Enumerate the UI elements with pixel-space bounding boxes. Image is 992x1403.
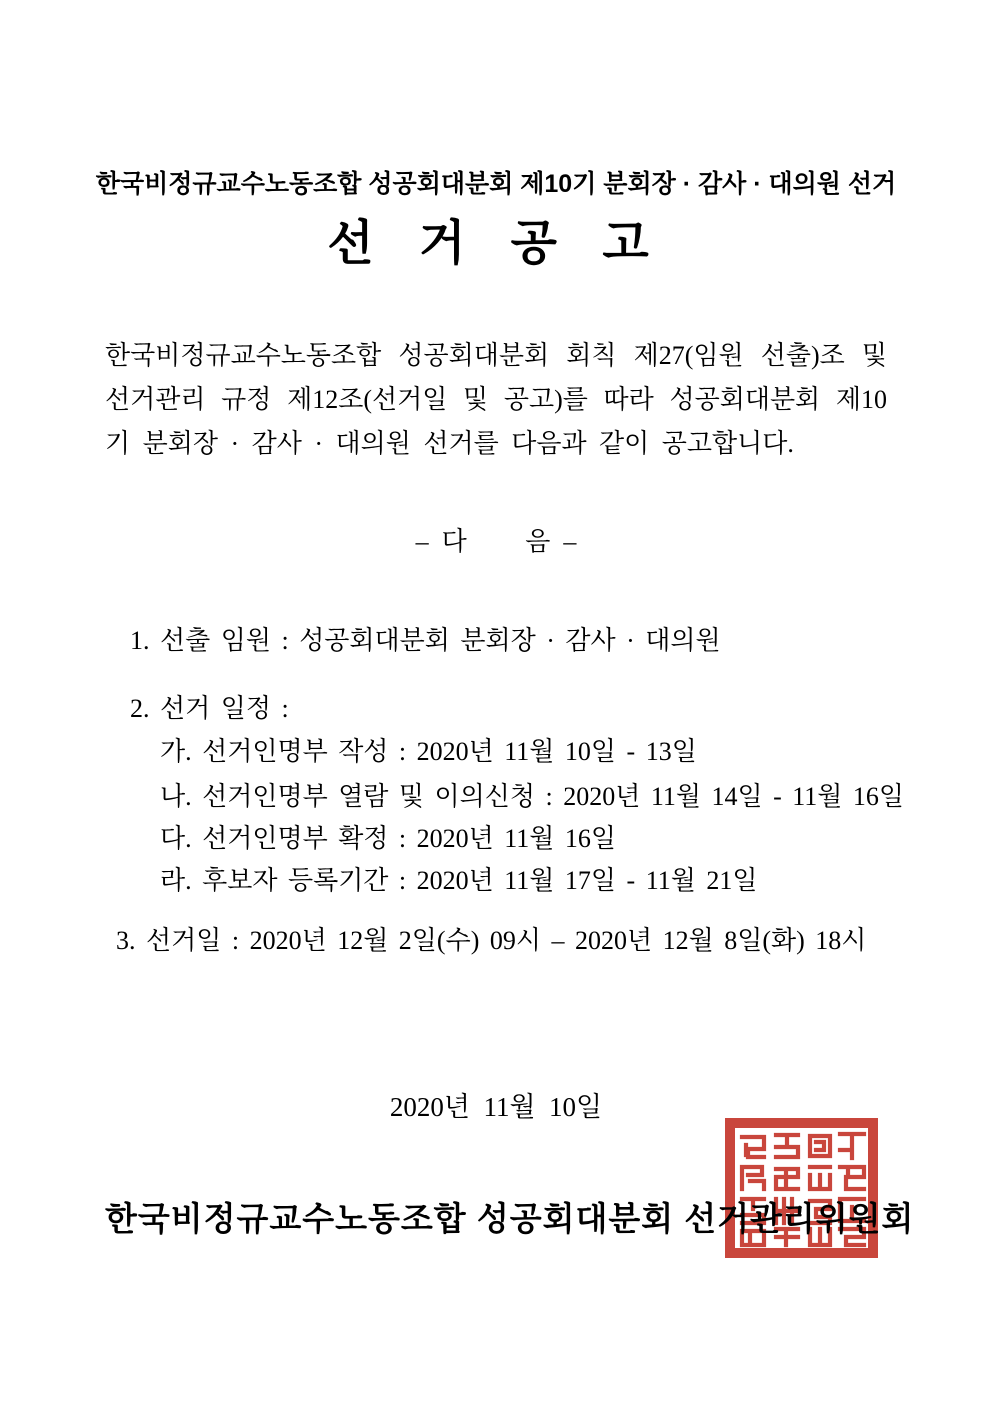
list-item-elected-officers: 1. 선출 임원 : 성공회대분회 분회장 · 감사 · 대의원 [130,626,721,655]
list-item-election-schedule: 2. 선거 일정 : [130,694,289,723]
schedule-item-candidate-registration: 라. 후보자 등록기간 : 2020년 11월 17일 - 11월 21일 [160,866,758,895]
document-subject-line: 한국비정규교수노동조합 성공회대분회 제10기 분회장 · 감사 · 대의원 선거 [95,170,897,198]
page-title: 선 거 공 고 [327,217,665,270]
schedule-item-roster-review: 나. 선거인명부 열람 및 이의신청 : 2020년 11월 14일 - 11월 16일 [160,782,905,811]
issue-date: 2020년 11월 10일 [389,1092,603,1122]
issuing-committee-name: 한국비정규교수노동조합 성공회대분회 선거관리위원회 [105,1200,915,1237]
schedule-item-roster-final: 다. 선거인명부 확정 : 2020년 11월 16일 [160,824,617,853]
daum-divider: – 다 음 – [415,527,577,556]
schedule-item-roster-creation: 가. 선거인명부 작성 : 2020년 11월 10일 - 13일 [160,737,697,766]
list-item-election-day: 3. 선거일 : 2020년 12월 2일(수) 09시 – 2020년 12월 8일(화) 18시 [116,926,867,955]
committee-seal-stamp-icon [724,1117,879,1259]
intro-paragraph: 한국비정규교수노동조합 성공회대분회 회칙 제27(임원 선출)조 및 선거관리 규정 제12조(선거일 및 공고)를 따라 성공회대분회 제10기 분회장 · 감사 · 대의원 선거를 다음과 같이 공고합니다. [105,341,887,458]
